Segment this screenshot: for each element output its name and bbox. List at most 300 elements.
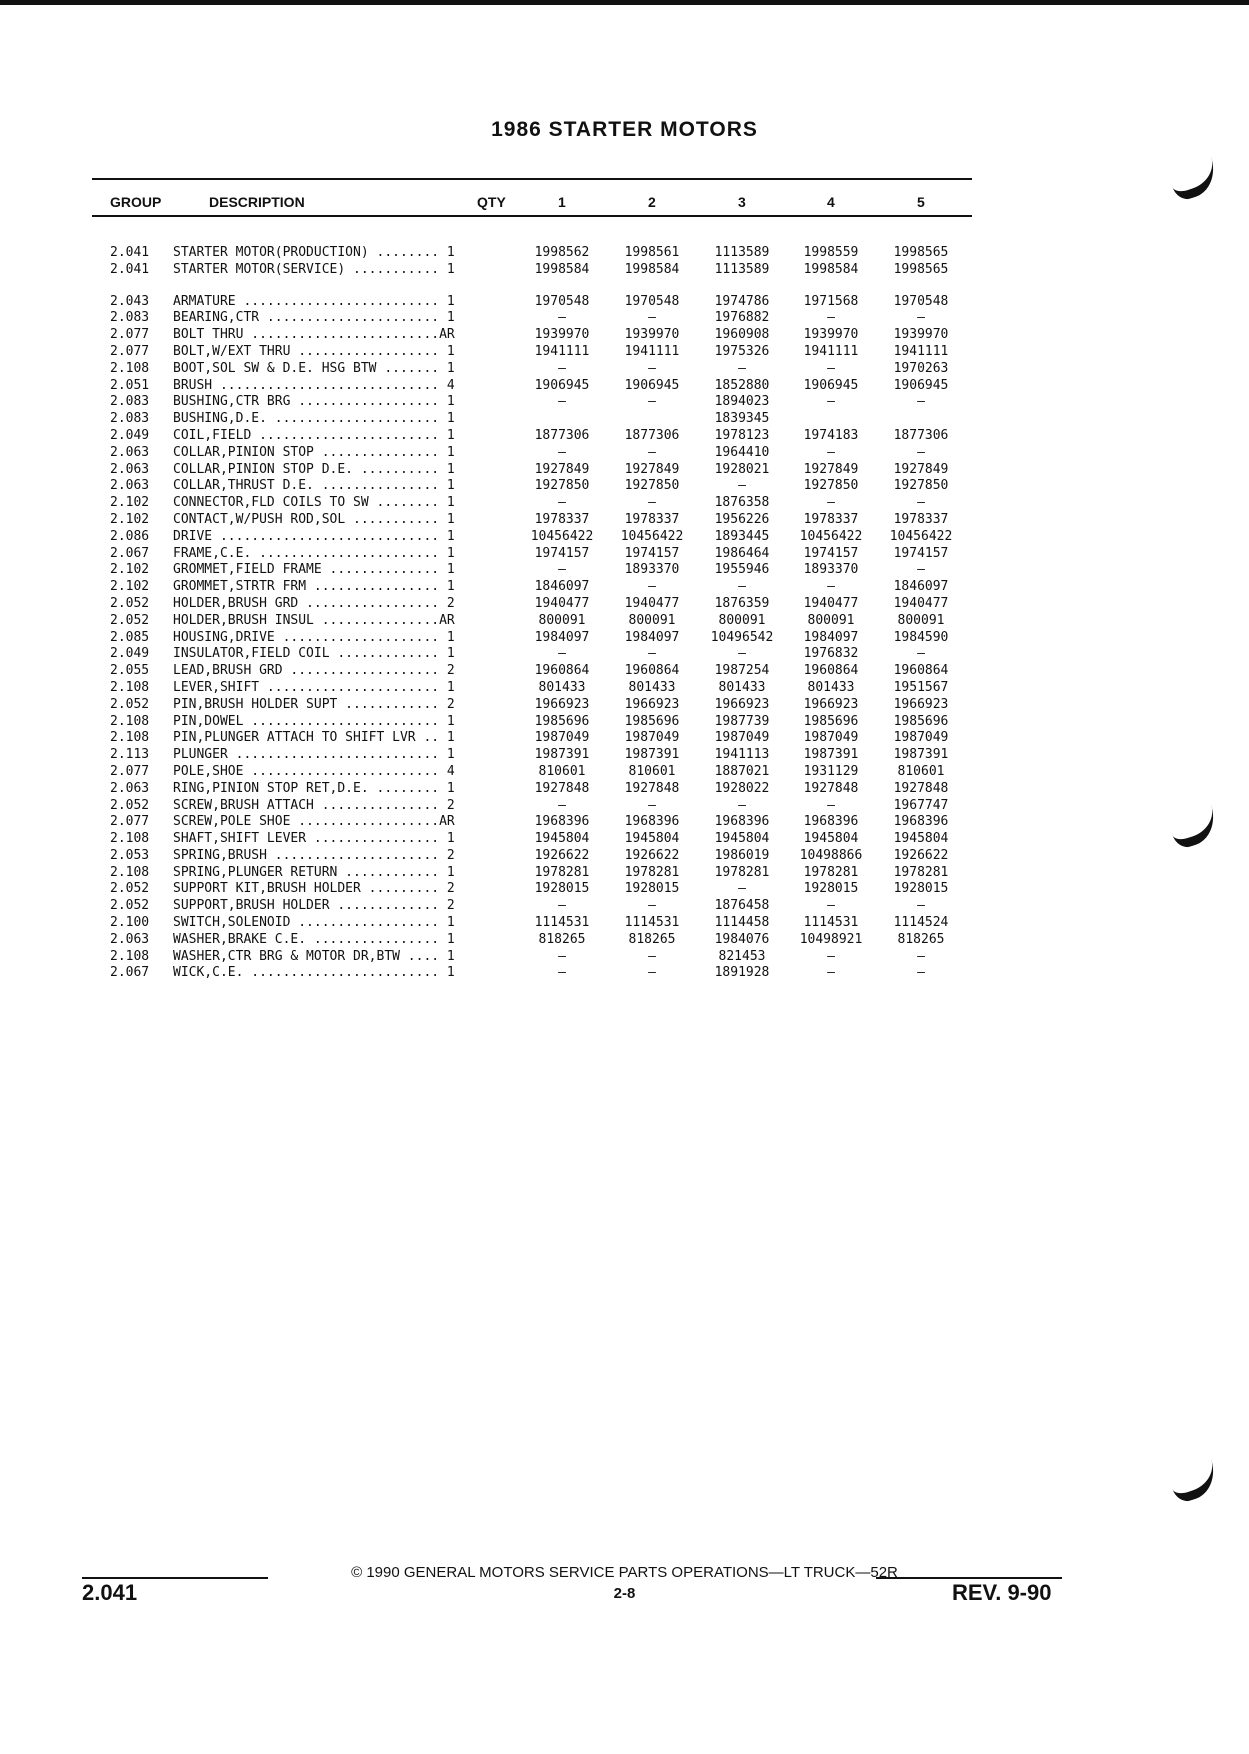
description-cell: LEAD,BRUSH GRD ................... 2 bbox=[173, 663, 455, 679]
part-number-col-4: 10498921 bbox=[799, 931, 863, 947]
part-number-col-5: 1114524 bbox=[893, 915, 949, 931]
part-number-col-3: 1894023 bbox=[714, 394, 770, 410]
part-number-col-1: 1928015 bbox=[534, 881, 590, 897]
group-cell: 2.085 bbox=[110, 629, 150, 645]
group-cell: 2.052 bbox=[110, 898, 150, 914]
part-number-col-5: 1846097 bbox=[893, 579, 949, 595]
part-number-col-5: 1978281 bbox=[893, 864, 949, 880]
part-number-col-2: 1966923 bbox=[624, 696, 680, 712]
description-cell: SCREW,POLE SHOE ..................AR bbox=[173, 814, 455, 830]
description-cell: PIN,BRUSH HOLDER SUPT ............ 2 bbox=[173, 696, 455, 712]
part-number-col-4: 1985696 bbox=[803, 713, 859, 729]
footer-group-number: 2.041 bbox=[82, 1580, 138, 1605]
part-number-col-1: 1960864 bbox=[534, 663, 590, 679]
part-number-col-1: 1114531 bbox=[534, 915, 590, 931]
description-cell: SUPPORT KIT,BRUSH HOLDER ......... 2 bbox=[173, 881, 455, 897]
description-cell: SCREW,BRUSH ATTACH ............... 2 bbox=[173, 797, 455, 813]
part-number-col-4: — bbox=[827, 495, 835, 511]
part-number-col-5: 1998565 bbox=[893, 245, 949, 260]
part-number-col-5: 1970548 bbox=[893, 293, 949, 309]
part-number-col-4: 1893370 bbox=[803, 562, 859, 578]
part-number-col-4: — bbox=[827, 360, 835, 376]
part-number-col-4: 1939970 bbox=[803, 327, 859, 343]
part-number-col-2: 801433 bbox=[628, 679, 676, 695]
part-number-col-4: 1998559 bbox=[803, 245, 859, 260]
group-cell: 2.063 bbox=[110, 931, 150, 947]
part-number-col-5: — bbox=[917, 898, 925, 914]
description-cell: CONNECTOR,FLD COILS TO SW ........ 1 bbox=[173, 495, 455, 511]
part-number-col-1: 1927849 bbox=[534, 461, 590, 477]
part-number-col-5: 1970263 bbox=[893, 360, 949, 376]
part-number-col-2: 1984097 bbox=[624, 629, 680, 645]
part-number-col-2: — bbox=[648, 797, 656, 813]
group-cell: 2.077 bbox=[110, 814, 150, 830]
header-col-2: 2 bbox=[648, 194, 656, 210]
group-cell: 2.053 bbox=[110, 847, 150, 863]
part-number-col-5: 1966923 bbox=[893, 696, 949, 712]
description-cell: ARMATURE ......................... 1 bbox=[173, 293, 455, 309]
part-number-col-4: 1940477 bbox=[803, 595, 859, 611]
part-number-col-4: 1987391 bbox=[803, 747, 859, 763]
part-number-col-1: — bbox=[558, 965, 566, 981]
part-number-col-5: — bbox=[917, 310, 925, 326]
part-number-col-1: — bbox=[558, 495, 566, 511]
part-number-col-2: — bbox=[648, 898, 656, 914]
description-cell: LEVER,SHIFT ...................... 1 bbox=[173, 679, 455, 695]
group-cell: 2.108 bbox=[110, 864, 150, 880]
part-number-col-3: 1978123 bbox=[714, 427, 770, 443]
header-description: DESCRIPTION bbox=[209, 194, 305, 210]
part-number-col-3: 1960908 bbox=[714, 327, 770, 343]
part-number-col-4: — bbox=[827, 965, 835, 981]
part-number-col-1: 1966923 bbox=[534, 696, 590, 712]
part-number-col-3: 1968396 bbox=[714, 814, 770, 830]
part-number-col-2: 1906945 bbox=[624, 377, 680, 393]
part-number-col-3: 1839345 bbox=[714, 411, 770, 427]
part-number-col-2: — bbox=[648, 310, 656, 326]
part-number-col-2: 1939970 bbox=[624, 327, 680, 343]
group-cell: 2.086 bbox=[110, 528, 150, 544]
part-number-col-5: 1984590 bbox=[893, 629, 949, 645]
part-number-col-2: 1998561 bbox=[624, 245, 680, 260]
part-number-col-3: — bbox=[738, 478, 746, 494]
group-cell: 2.083 bbox=[110, 310, 150, 326]
part-number-col-5: 1987049 bbox=[893, 730, 949, 746]
group-cell: 2.108 bbox=[110, 679, 150, 695]
group-cell: 2.083 bbox=[110, 411, 150, 427]
table-header-rule bbox=[92, 215, 972, 217]
part-number-col-3: 1966923 bbox=[714, 696, 770, 712]
part-number-col-1: 1998562 bbox=[534, 245, 590, 260]
part-number-col-3: 821453 bbox=[718, 948, 766, 964]
part-number-col-1: 1985696 bbox=[534, 713, 590, 729]
part-number-col-3: 800091 bbox=[718, 612, 766, 628]
part-number-col-2: 1987391 bbox=[624, 747, 680, 763]
part-number-col-3: 801433 bbox=[718, 679, 766, 695]
group-cell: 2.102 bbox=[110, 511, 150, 527]
description-cell: RING,PINION STOP RET,D.E. ........ 1 bbox=[173, 780, 455, 796]
description-cell: BEARING,CTR ...................... 1 bbox=[173, 310, 455, 326]
part-number-col-3: — bbox=[738, 360, 746, 376]
description-cell: COIL,FIELD ....................... 1 bbox=[173, 427, 455, 443]
part-number-col-5: 1968396 bbox=[893, 814, 949, 830]
description-cell: CONTACT,W/PUSH ROD,SOL ........... 1 bbox=[173, 511, 455, 527]
part-number-col-4: 1945804 bbox=[803, 831, 859, 847]
part-number-col-4: 1976832 bbox=[803, 646, 859, 662]
part-number-col-1: 1926622 bbox=[534, 847, 590, 863]
description-cell: WICK,C.E. ........................ 1 bbox=[173, 965, 455, 981]
part-number-col-1: 801433 bbox=[538, 679, 586, 695]
footer-revision: REV. 9-90 bbox=[952, 1580, 1052, 1605]
part-number-col-5: 1987391 bbox=[893, 747, 949, 763]
part-number-col-5: 1974157 bbox=[893, 545, 949, 561]
part-number-col-4: 10498866 bbox=[799, 847, 863, 863]
part-number-col-5: 10456422 bbox=[889, 528, 953, 544]
punch-hole-mark bbox=[1161, 1438, 1222, 1505]
description-cell: COLLAR,PINION STOP ............... 1 bbox=[173, 444, 455, 460]
part-number-col-2: 1970548 bbox=[624, 293, 680, 309]
group-cell: 2.063 bbox=[110, 444, 150, 460]
group-cell: 2.049 bbox=[110, 427, 150, 443]
part-number-col-1: 1877306 bbox=[534, 427, 590, 443]
part-number-col-3: 1928022 bbox=[714, 780, 770, 796]
part-number-col-2: 1987049 bbox=[624, 730, 680, 746]
group-cell: 2.102 bbox=[110, 562, 150, 578]
part-number-col-3: 1984076 bbox=[714, 931, 770, 947]
part-number-col-4: 1114531 bbox=[803, 915, 859, 931]
description-cell: SHAFT,SHIFT LEVER ................ 1 bbox=[173, 831, 455, 847]
part-number-col-2: — bbox=[648, 495, 656, 511]
part-number-col-3: 1987049 bbox=[714, 730, 770, 746]
part-number-col-1: 1846097 bbox=[534, 579, 590, 595]
footer-page-number: 2-8 bbox=[613, 1585, 636, 1602]
description-cell: BOLT,W/EXT THRU .................. 1 bbox=[173, 343, 455, 359]
description-cell: FRAME,C.E. ....................... 1 bbox=[173, 545, 455, 561]
description-cell: INSULATOR,FIELD COIL ............. 1 bbox=[173, 646, 455, 662]
part-number-col-1: 1998584 bbox=[534, 261, 590, 277]
part-number-col-3: 1876358 bbox=[714, 495, 770, 511]
part-number-col-2: 1877306 bbox=[624, 427, 680, 443]
group-cell: 2.055 bbox=[110, 663, 150, 679]
group-cell: 2.063 bbox=[110, 780, 150, 796]
part-number-col-2: 1927848 bbox=[624, 780, 680, 796]
part-number-col-4: 1978281 bbox=[803, 864, 859, 880]
header-group: GROUP bbox=[110, 194, 162, 210]
part-number-col-2: 1941111 bbox=[624, 343, 680, 359]
part-number-col-4: — bbox=[827, 948, 835, 964]
part-number-col-4: — bbox=[827, 898, 835, 914]
description-cell: SWITCH,SOLENOID .................. 1 bbox=[173, 915, 455, 931]
group-cell: 2.077 bbox=[110, 343, 150, 359]
part-number-col-1: 10456422 bbox=[530, 528, 594, 544]
part-number-col-4: 1960864 bbox=[803, 663, 859, 679]
part-number-col-1: 818265 bbox=[538, 931, 586, 947]
part-number-col-3: 1876359 bbox=[714, 595, 770, 611]
part-number-col-5: 1967747 bbox=[893, 797, 949, 813]
part-number-col-5: 1978337 bbox=[893, 511, 949, 527]
group-cell: 2.052 bbox=[110, 797, 150, 813]
group-cell: 2.102 bbox=[110, 579, 150, 595]
part-number-col-1: 1974157 bbox=[534, 545, 590, 561]
part-number-col-4: 1906945 bbox=[803, 377, 859, 393]
part-number-col-1: 1941111 bbox=[534, 343, 590, 359]
part-number-col-1: 1940477 bbox=[534, 595, 590, 611]
group-cell: 2.063 bbox=[110, 461, 150, 477]
part-number-col-5: 1951567 bbox=[893, 679, 949, 695]
description-cell: BOOT,SOL SW & D.E. HSG BTW ....... 1 bbox=[173, 360, 455, 376]
part-number-col-2: 1945804 bbox=[624, 831, 680, 847]
part-number-col-2: 10456422 bbox=[620, 528, 684, 544]
part-number-col-5: 1928015 bbox=[893, 881, 949, 897]
description-cell: STARTER MOTOR(SERVICE) ........... 1 bbox=[173, 261, 455, 277]
part-number-col-5: — bbox=[917, 948, 925, 964]
description-cell: POLE,SHOE ........................ 4 bbox=[173, 763, 455, 779]
part-number-col-4: — bbox=[827, 310, 835, 326]
group-cell: 2.052 bbox=[110, 612, 150, 628]
part-number-col-3: 1987254 bbox=[714, 663, 770, 679]
part-number-col-1: 1984097 bbox=[534, 629, 590, 645]
part-number-col-3: 1974786 bbox=[714, 293, 770, 309]
group-cell: 2.067 bbox=[110, 545, 150, 561]
description-cell: STARTER MOTOR(PRODUCTION) ........ 1 bbox=[173, 245, 455, 260]
part-number-col-1: — bbox=[558, 444, 566, 460]
description-cell: GROMMET,STRTR FRM ................ 1 bbox=[173, 579, 455, 595]
part-number-col-2: 1968396 bbox=[624, 814, 680, 830]
part-number-col-1: 1939970 bbox=[534, 327, 590, 343]
part-number-col-3: 1114458 bbox=[714, 915, 770, 931]
part-number-col-4: 1927848 bbox=[803, 780, 859, 796]
header-col-4: 4 bbox=[827, 194, 835, 210]
part-number-col-2: 1928015 bbox=[624, 881, 680, 897]
part-number-col-1: 1987391 bbox=[534, 747, 590, 763]
description-cell: HOUSING,DRIVE .................... 1 bbox=[173, 629, 455, 645]
part-number-col-1: 1968396 bbox=[534, 814, 590, 830]
part-number-col-2: 1893370 bbox=[624, 562, 680, 578]
part-number-col-2: — bbox=[648, 965, 656, 981]
part-number-col-1: 1945804 bbox=[534, 831, 590, 847]
part-number-col-2: — bbox=[648, 948, 656, 964]
group-cell: 2.052 bbox=[110, 881, 150, 897]
part-number-col-4: 800091 bbox=[807, 612, 855, 628]
part-number-col-5: 1927850 bbox=[893, 478, 949, 494]
description-cell: PIN,DOWEL ........................ 1 bbox=[173, 713, 455, 729]
part-number-col-1: 1927850 bbox=[534, 478, 590, 494]
part-number-col-5: 1926622 bbox=[893, 847, 949, 863]
punch-hole-mark bbox=[1161, 784, 1222, 851]
description-cell: DRIVE ............................ 1 bbox=[173, 528, 455, 544]
part-number-col-3: 1976882 bbox=[714, 310, 770, 326]
group-cell: 2.113 bbox=[110, 747, 150, 763]
group-cell: 2.108 bbox=[110, 831, 150, 847]
part-number-col-4: 1978337 bbox=[803, 511, 859, 527]
part-number-col-4: 1998584 bbox=[803, 261, 859, 277]
part-number-col-3: 1887021 bbox=[714, 763, 770, 779]
part-number-col-3: 1956226 bbox=[714, 511, 770, 527]
part-number-col-1: — bbox=[558, 898, 566, 914]
description-cell: PIN,PLUNGER ATTACH TO SHIFT LVR .. 1 bbox=[173, 730, 455, 746]
description-cell: SPRING,BRUSH ..................... 2 bbox=[173, 847, 455, 863]
description-cell: PLUNGER .......................... 1 bbox=[173, 747, 455, 763]
part-number-col-4: — bbox=[827, 394, 835, 410]
part-number-col-4: 1968396 bbox=[803, 814, 859, 830]
part-number-col-5: — bbox=[917, 495, 925, 511]
part-number-col-1: 1978337 bbox=[534, 511, 590, 527]
punch-hole-mark bbox=[1161, 136, 1222, 203]
group-cell: 2.077 bbox=[110, 763, 150, 779]
part-number-col-3: 1945804 bbox=[714, 831, 770, 847]
group-cell: 2.051 bbox=[110, 377, 150, 393]
part-number-col-1: — bbox=[558, 310, 566, 326]
table-top-rule bbox=[92, 178, 972, 180]
group-cell: 2.052 bbox=[110, 696, 150, 712]
part-number-col-2: 1985696 bbox=[624, 713, 680, 729]
part-number-col-3: 1986019 bbox=[714, 847, 770, 863]
description-cell: BRUSH ............................ 4 bbox=[173, 377, 455, 393]
part-number-col-2: — bbox=[648, 646, 656, 662]
part-number-col-4: 1927849 bbox=[803, 461, 859, 477]
part-number-col-3: — bbox=[738, 797, 746, 813]
part-number-col-5: — bbox=[917, 646, 925, 662]
part-number-col-2: 1926622 bbox=[624, 847, 680, 863]
part-number-col-3: 1964410 bbox=[714, 444, 770, 460]
group-cell: 2.108 bbox=[110, 360, 150, 376]
part-number-col-2: 1974157 bbox=[624, 545, 680, 561]
part-number-col-1: 1906945 bbox=[534, 377, 590, 393]
page-title: 1986 STARTER MOTORS bbox=[491, 118, 758, 141]
part-number-col-4: — bbox=[827, 797, 835, 813]
group-cell: 2.108 bbox=[110, 730, 150, 746]
part-number-col-2: — bbox=[648, 360, 656, 376]
description-cell: COLLAR,THRUST D.E. ............... 1 bbox=[173, 478, 455, 494]
part-number-col-5: 1941111 bbox=[893, 343, 949, 359]
group-cell: 2.108 bbox=[110, 713, 150, 729]
part-number-col-1: — bbox=[558, 394, 566, 410]
part-number-col-3: — bbox=[738, 646, 746, 662]
part-number-col-2: 1927850 bbox=[624, 478, 680, 494]
part-number-col-3: 1986464 bbox=[714, 545, 770, 561]
part-number-col-1: — bbox=[558, 562, 566, 578]
part-number-col-5: 1927849 bbox=[893, 461, 949, 477]
part-number-col-5: 1877306 bbox=[893, 427, 949, 443]
header-col-3: 3 bbox=[738, 194, 746, 210]
description-cell: COLLAR,PINION STOP D.E. .......... 1 bbox=[173, 461, 455, 477]
top-border bbox=[0, 0, 1249, 5]
part-number-col-4: 10456422 bbox=[799, 528, 863, 544]
part-number-col-1: 1978281 bbox=[534, 864, 590, 880]
part-number-col-4: — bbox=[827, 579, 835, 595]
group-cell: 2.043 bbox=[110, 293, 150, 309]
description-cell: HOLDER,BRUSH GRD ................. 2 bbox=[173, 595, 455, 611]
description-cell: WASHER,BRAKE C.E. ................ 1 bbox=[173, 931, 455, 947]
part-number-col-2: — bbox=[648, 394, 656, 410]
part-number-col-1: 1987049 bbox=[534, 730, 590, 746]
part-number-col-5: 818265 bbox=[897, 931, 945, 947]
part-number-col-2: 800091 bbox=[628, 612, 676, 628]
description-cell: BOLT THRU ........................AR bbox=[173, 327, 455, 343]
part-number-col-4: 1974157 bbox=[803, 545, 859, 561]
part-number-col-4: 1984097 bbox=[803, 629, 859, 645]
part-number-col-2: — bbox=[648, 444, 656, 460]
description-cell: SPRING,PLUNGER RETURN ............ 1 bbox=[173, 864, 455, 880]
part-number-col-4: 1974183 bbox=[803, 427, 859, 443]
part-number-col-5: 1927848 bbox=[893, 780, 949, 796]
group-cell: 2.041 bbox=[110, 261, 150, 277]
part-number-col-4: 1987049 bbox=[803, 730, 859, 746]
part-number-col-5: 1998565 bbox=[893, 261, 949, 277]
part-number-col-4: 1931129 bbox=[803, 763, 859, 779]
part-number-col-2: 1114531 bbox=[624, 915, 680, 931]
part-number-col-3: 1113589 bbox=[714, 245, 770, 260]
part-number-col-5: 810601 bbox=[897, 763, 945, 779]
part-number-col-3: 1955946 bbox=[714, 562, 770, 578]
part-number-col-2: 1978281 bbox=[624, 864, 680, 880]
part-number-col-3: — bbox=[738, 579, 746, 595]
part-number-col-5: 1985696 bbox=[893, 713, 949, 729]
part-number-col-2: 818265 bbox=[628, 931, 676, 947]
part-number-col-5: — bbox=[917, 562, 925, 578]
part-number-col-5: 1939970 bbox=[893, 327, 949, 343]
group-cell: 2.067 bbox=[110, 965, 150, 981]
description-cell: SUPPORT,BRUSH HOLDER ............. 2 bbox=[173, 898, 455, 914]
part-number-col-5: — bbox=[917, 444, 925, 460]
part-number-col-5: 1945804 bbox=[893, 831, 949, 847]
part-number-col-4: 1928015 bbox=[803, 881, 859, 897]
part-number-col-2: 1998584 bbox=[624, 261, 680, 277]
footer-copyright: © 1990 GENERAL MOTORS SERVICE PARTS OPERATIONS—LT TRUCK—52R bbox=[351, 1564, 898, 1581]
part-number-col-4: — bbox=[827, 444, 835, 460]
part-number-col-4: 1966923 bbox=[803, 696, 859, 712]
part-number-col-1: — bbox=[558, 797, 566, 813]
part-number-col-2: — bbox=[648, 579, 656, 595]
group-cell: 2.102 bbox=[110, 495, 150, 511]
group-cell: 2.108 bbox=[110, 948, 150, 964]
part-number-col-4: 1927850 bbox=[803, 478, 859, 494]
part-number-col-1: 800091 bbox=[538, 612, 586, 628]
part-number-col-5: — bbox=[917, 394, 925, 410]
part-number-col-1: 810601 bbox=[538, 763, 586, 779]
header-qty: QTY bbox=[477, 194, 506, 210]
group-cell: 2.100 bbox=[110, 915, 150, 931]
part-number-col-3: — bbox=[738, 881, 746, 897]
group-cell: 2.052 bbox=[110, 595, 150, 611]
part-number-col-2: 1960864 bbox=[624, 663, 680, 679]
description-cell: HOLDER,BRUSH INSUL ...............AR bbox=[173, 612, 455, 628]
part-number-col-1: 1970548 bbox=[534, 293, 590, 309]
group-cell: 2.077 bbox=[110, 327, 150, 343]
part-number-col-4: 1971568 bbox=[803, 293, 859, 309]
part-number-col-3: 1891928 bbox=[714, 965, 770, 981]
part-number-col-3: 1928021 bbox=[714, 461, 770, 477]
part-number-col-3: 10496542 bbox=[710, 629, 774, 645]
part-number-col-3: 1978281 bbox=[714, 864, 770, 880]
part-number-col-2: 1978337 bbox=[624, 511, 680, 527]
part-number-col-5: 1906945 bbox=[893, 377, 949, 393]
description-cell: BUSHING,D.E. ..................... 1 bbox=[173, 411, 455, 427]
description-cell: GROMMET,FIELD FRAME .............. 1 bbox=[173, 562, 455, 578]
part-number-col-3: 1975326 bbox=[714, 343, 770, 359]
part-number-col-3: 1941113 bbox=[714, 747, 770, 763]
group-cell: 2.083 bbox=[110, 394, 150, 410]
part-number-col-3: 1893445 bbox=[714, 528, 770, 544]
group-cell: 2.049 bbox=[110, 646, 150, 662]
part-number-col-3: 1852880 bbox=[714, 377, 770, 393]
part-number-col-3: 1113589 bbox=[714, 261, 770, 277]
part-number-col-5: 1940477 bbox=[893, 595, 949, 611]
part-number-col-1: — bbox=[558, 360, 566, 376]
part-number-col-5: — bbox=[917, 965, 925, 981]
part-number-col-5: 800091 bbox=[897, 612, 945, 628]
part-number-col-4: 801433 bbox=[807, 679, 855, 695]
